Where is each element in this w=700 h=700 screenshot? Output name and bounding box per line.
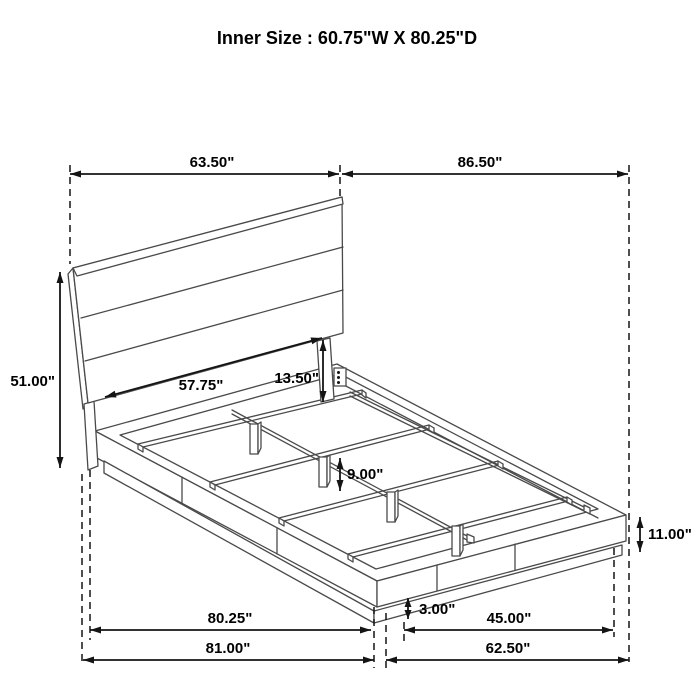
dim-label-overall-width: 62.50"	[485, 640, 531, 657]
dim-overall-length	[83, 640, 374, 664]
dim-label-foot-inner-width: 45.00"	[486, 610, 532, 627]
dim-label-overall-length: 81.00"	[205, 640, 251, 657]
dim-label-headboard-gap: 13.50"	[274, 370, 319, 387]
dim-label-headboard-height: 51.00"	[10, 373, 55, 390]
dim-label-base-recess: 3.00"	[419, 601, 456, 618]
center-support-leg	[319, 455, 330, 487]
dim-overall-width	[386, 640, 629, 664]
dim-headboard-width	[70, 154, 339, 178]
center-support-leg	[387, 490, 398, 522]
mounting-bracket	[334, 368, 346, 386]
bed-frame	[95, 364, 626, 623]
dim-label-rail-height: 11.00"	[648, 526, 692, 543]
dim-headboard-height	[10, 272, 63, 468]
center-support-leg	[250, 422, 261, 454]
headboard-left-leg	[84, 401, 98, 470]
inner-size-title: Inner Size : 60.75"W X 80.25"D	[216, 28, 478, 48]
dim-label-headboard-width: 63.50"	[189, 154, 235, 171]
dim-label-center-leg-height: 9.00"	[347, 466, 384, 483]
dim-label-length-top: 86.50"	[457, 154, 503, 171]
dim-label-headboard-panel: 57.75"	[178, 377, 224, 394]
dim-rail-height	[637, 517, 692, 552]
dim-base-length	[90, 610, 371, 634]
center-support-leg	[452, 524, 463, 556]
dim-label-base-length: 80.25"	[207, 610, 253, 627]
dim-length-top	[342, 154, 628, 178]
